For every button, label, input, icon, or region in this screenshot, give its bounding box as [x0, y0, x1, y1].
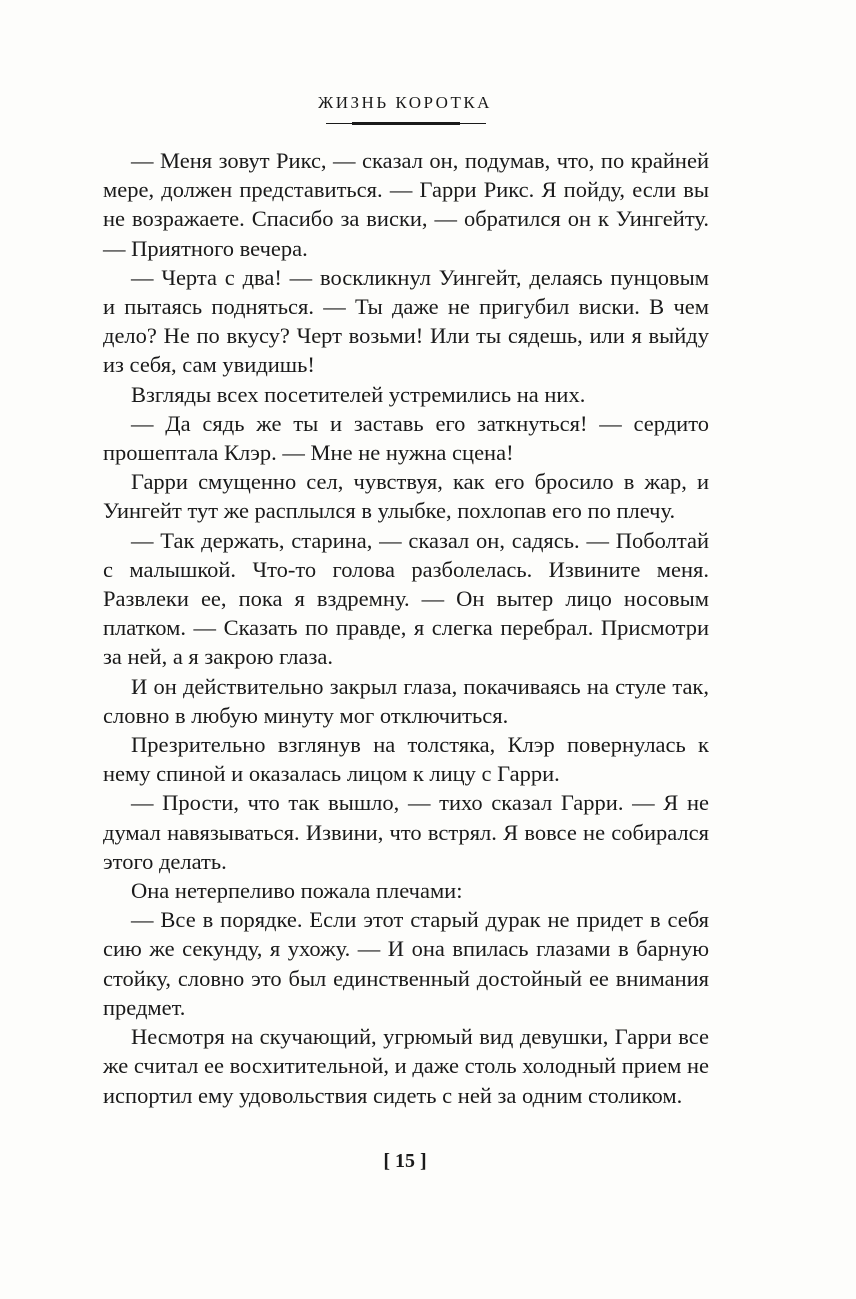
paragraph: Она нетерпеливо пожала плечами: [131, 878, 463, 904]
paragraph: Презрительно взглянув на толстяка, Клэр повернулась к нему спиной и оказалась лицом к лицу с Гарри. [103, 732, 709, 787]
paragraph: — Прости, что так вышло, — тихо сказал Гарри. — Я не думал навязываться. Извини, что встрял. Я вовсе не собирался этого делать. [103, 790, 709, 874]
paragraph: — Да сядь же ты и заставь его заткнуться! — сердито прошептала Клэр. — Мне не нужна сцена! [103, 410, 709, 466]
body-text [103, 146, 709, 1110]
paragraph: — Так держать, старина, — сказал он, садясь. — Поболтай с малышкой. Что-то голова разболелась. Извините меня. Развлеки ее, пока я вздремну. — Он вытер лицо носовым платком. — Сказать по правде, я слегка перебрал. Присмотри за ней, а я закрою глаза. [103, 527, 709, 670]
paragraph: — Все в порядке. Если этот старый дурак не придет в себя сию же секунду, я ухожу. — И она впилась глазами в барную стойку, словно это был единственный достойный ее внимания предмет. [103, 907, 709, 1020]
running-head: ЖИЗНЬ КОРОТКА [318, 93, 492, 112]
running-head-rule-thick [352, 122, 460, 125]
paragraph: И он действительно закрыл глаза, покачиваясь на стуле так, словно в любую минуту мог отключиться. [103, 673, 709, 728]
paragraph: — Меня зовут Рикс, — сказал он, подумав, что, по крайней мере, должен представиться. — Гарри Рикс. Я пойду, если вы не возражаете. Спасибо за виски, — обратился он к Уингейту. — Приятного вечера. [103, 148, 709, 261]
page-number: [ 15 ] [383, 1150, 427, 1172]
paragraph: Гарри смущенно сел, чувствуя, как его бросило в жар, и Уингейт тут же расплылся в улыбке, похлопав его по плечу. [103, 469, 709, 524]
paragraph: Взгляды всех посетителей устремились на них. [131, 381, 586, 407]
paragraph: Несмотря на скучающий, угрюмый вид девушки, Гарри все же считал ее восхитительной, и даже столь холодный прием не испортил ему удовольствия сидеть с ней за одним столиком. [103, 1024, 709, 1108]
paragraph: — Черта с два! — воскликнул Уингейт, делаясь пунцовым и пытаясь подняться. — Ты даже не пригубил виски. В чем дело? Не по вкусу? Черт возьми! Или ты сядешь, или я выйду из себя, сам увидишь! [103, 264, 709, 378]
